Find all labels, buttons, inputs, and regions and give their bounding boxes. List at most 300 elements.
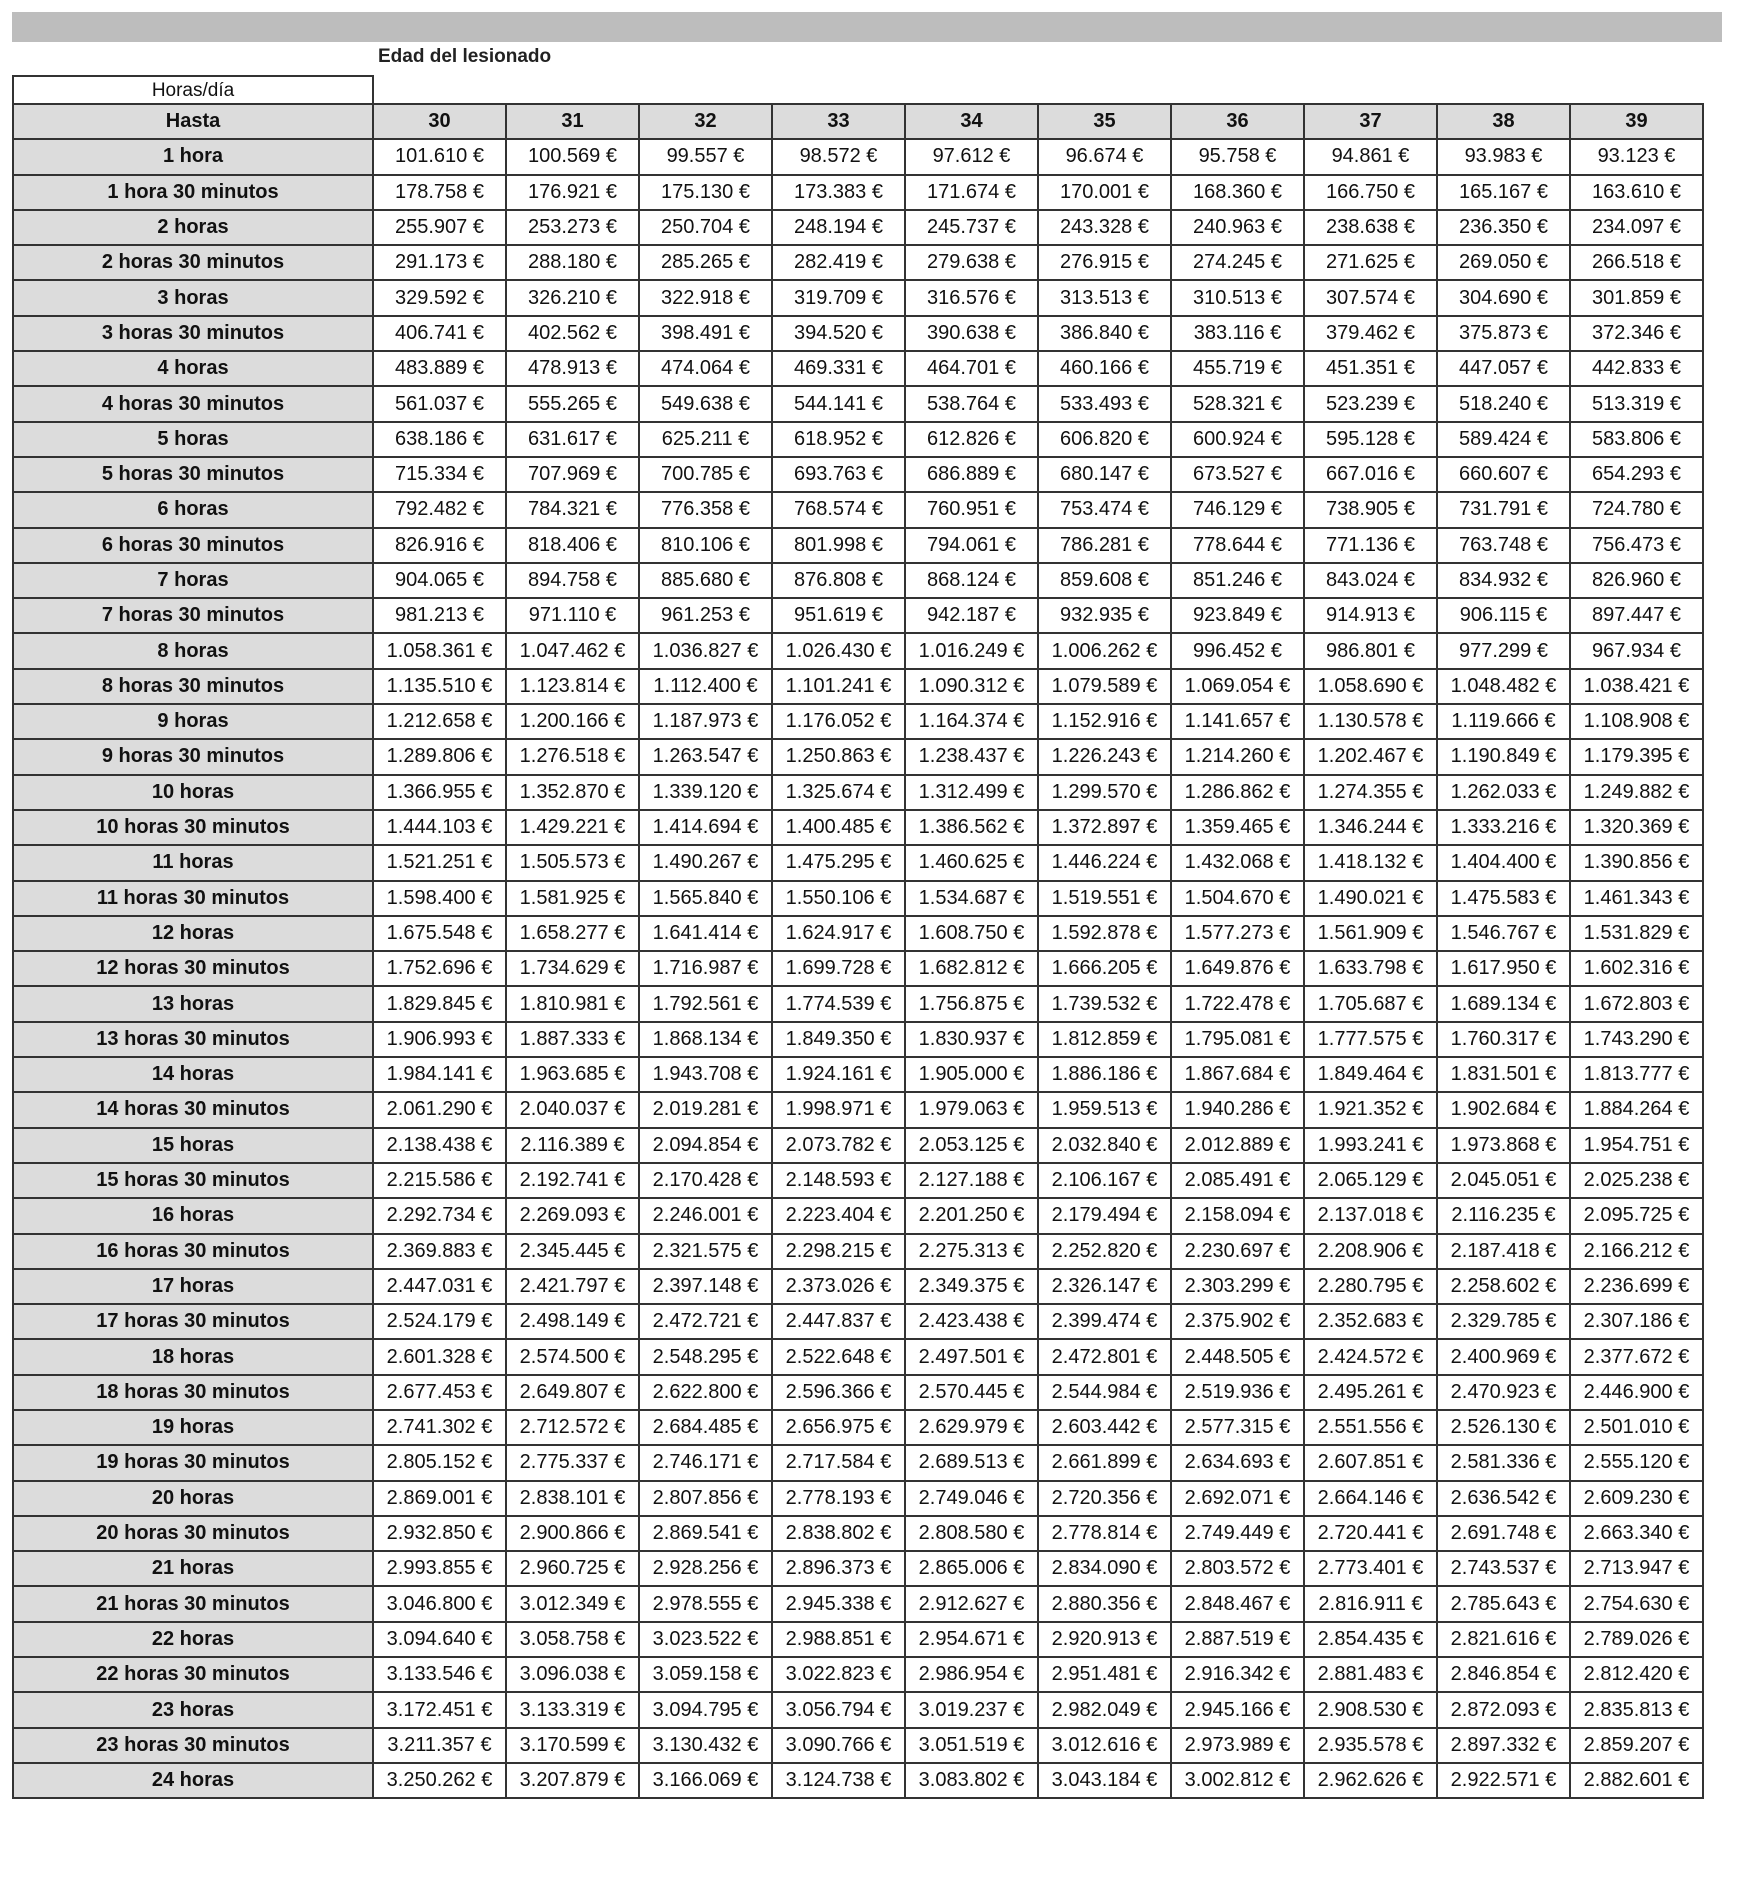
amount-cell: 274.245 € [1171, 245, 1304, 280]
hours-row-label: 21 horas [13, 1551, 373, 1586]
amount-cell: 2.629.979 € [905, 1410, 1038, 1445]
amount-cell: 1.849.350 € [772, 1022, 905, 1057]
amount-cell: 1.490.267 € [639, 845, 772, 880]
table-row [13, 633, 1703, 668]
amount-cell: 3.019.237 € [905, 1692, 1038, 1727]
amount-cell: 2.555.120 € [1570, 1445, 1703, 1480]
amount-cell: 2.601.328 € [373, 1339, 506, 1374]
amount-cell: 1.868.134 € [639, 1022, 772, 1057]
amount-cell: 738.905 € [1304, 492, 1437, 527]
amount-cell: 3.058.758 € [506, 1622, 639, 1657]
amount-cell: 1.581.925 € [506, 881, 639, 916]
amount-cell: 2.307.186 € [1570, 1304, 1703, 1339]
amount-cell: 2.544.984 € [1038, 1375, 1171, 1410]
amount-cell: 1.608.750 € [905, 916, 1038, 951]
amount-cell: 538.764 € [905, 386, 1038, 421]
amount-cell: 555.265 € [506, 386, 639, 421]
amount-cell: 763.748 € [1437, 528, 1570, 563]
amount-cell: 1.238.437 € [905, 739, 1038, 774]
amount-cell: 455.719 € [1171, 351, 1304, 386]
amount-cell: 2.778.193 € [772, 1481, 905, 1516]
amount-cell: 3.002.812 € [1171, 1763, 1304, 1798]
amount-cell: 3.166.069 € [639, 1763, 772, 1798]
hours-row-label: 6 horas 30 minutos [13, 528, 373, 563]
hours-row-label: 3 horas 30 minutos [13, 316, 373, 351]
age-column-header: 30 [373, 104, 506, 139]
amount-cell: 276.915 € [1038, 245, 1171, 280]
amount-cell: 3.056.794 € [772, 1692, 905, 1727]
amount-cell: 2.095.725 € [1570, 1198, 1703, 1233]
amount-cell: 786.281 € [1038, 528, 1171, 563]
amount-cell: 3.133.319 € [506, 1692, 639, 1727]
amount-cell: 2.032.840 € [1038, 1128, 1171, 1163]
amount-cell: 2.447.837 € [772, 1304, 905, 1339]
amount-cell: 826.960 € [1570, 563, 1703, 598]
amount-cell: 2.713.947 € [1570, 1551, 1703, 1586]
amount-cell: 1.212.658 € [373, 704, 506, 739]
amount-cell: 2.960.725 € [506, 1551, 639, 1586]
amount-cell: 1.813.777 € [1570, 1057, 1703, 1092]
amount-cell: 2.223.404 € [772, 1198, 905, 1233]
amount-cell: 398.491 € [639, 316, 772, 351]
table-row [13, 1692, 1703, 1727]
table-row [13, 139, 1703, 174]
amount-cell: 2.916.342 € [1171, 1657, 1304, 1692]
amount-cell: 638.186 € [373, 422, 506, 457]
amount-cell: 693.763 € [772, 457, 905, 492]
amount-cell: 1.176.052 € [772, 704, 905, 739]
amount-cell: 801.998 € [772, 528, 905, 563]
amount-cell: 1.460.625 € [905, 845, 1038, 880]
amount-cell: 2.377.672 € [1570, 1339, 1703, 1374]
amount-cell: 2.137.018 € [1304, 1198, 1437, 1233]
amount-cell: 794.061 € [905, 528, 1038, 563]
amount-cell: 1.689.134 € [1437, 986, 1570, 1021]
amount-cell: 851.246 € [1171, 563, 1304, 598]
amount-cell: 2.684.485 € [639, 1410, 772, 1445]
amount-cell: 2.900.866 € [506, 1516, 639, 1551]
amount-cell: 250.704 € [639, 210, 772, 245]
amount-cell: 2.258.602 € [1437, 1269, 1570, 1304]
amount-cell: 1.504.670 € [1171, 881, 1304, 916]
amount-cell: 2.446.900 € [1570, 1375, 1703, 1410]
hours-row-label: 8 horas 30 minutos [13, 669, 373, 704]
amount-cell: 1.475.295 € [772, 845, 905, 880]
amount-cell: 1.312.499 € [905, 775, 1038, 810]
amount-cell: 1.924.161 € [772, 1057, 905, 1092]
amount-cell: 474.064 € [639, 351, 772, 386]
amount-cell: 1.226.243 € [1038, 739, 1171, 774]
amount-cell: 2.887.519 € [1171, 1622, 1304, 1657]
amount-cell: 2.712.572 € [506, 1410, 639, 1445]
amount-cell: 1.130.578 € [1304, 704, 1437, 739]
amount-cell: 2.920.913 € [1038, 1622, 1171, 1657]
amount-cell: 2.865.006 € [905, 1551, 1038, 1586]
amount-cell: 1.390.856 € [1570, 845, 1703, 880]
amount-cell: 271.625 € [1304, 245, 1437, 280]
amount-cell: 544.141 € [772, 386, 905, 421]
age-column-header: 34 [905, 104, 1038, 139]
amount-cell: 248.194 € [772, 210, 905, 245]
amount-cell: 1.372.897 € [1038, 810, 1171, 845]
amount-cell: 94.861 € [1304, 139, 1437, 174]
amount-cell: 2.935.578 € [1304, 1728, 1437, 1763]
amount-cell: 329.592 € [373, 280, 506, 315]
amount-cell: 1.624.917 € [772, 916, 905, 951]
amount-cell: 3.083.802 € [905, 1763, 1038, 1798]
amount-cell: 1.119.666 € [1437, 704, 1570, 739]
amount-cell: 93.123 € [1570, 139, 1703, 174]
amount-cell: 2.954.671 € [905, 1622, 1038, 1657]
amount-cell: 2.548.295 € [639, 1339, 772, 1374]
amount-cell: 2.720.441 € [1304, 1516, 1437, 1551]
amount-cell: 784.321 € [506, 492, 639, 527]
amount-cell: 1.734.629 € [506, 951, 639, 986]
amount-cell: 1.112.400 € [639, 669, 772, 704]
amount-cell: 2.945.166 € [1171, 1692, 1304, 1727]
amount-cell: 2.812.420 € [1570, 1657, 1703, 1692]
amount-cell: 1.531.829 € [1570, 916, 1703, 951]
table-row [13, 1057, 1703, 1092]
hours-row-label: 12 horas [13, 916, 373, 951]
age-column-header: 37 [1304, 104, 1437, 139]
amount-cell: 1.276.518 € [506, 739, 639, 774]
amount-cell: 1.366.955 € [373, 775, 506, 810]
amount-cell: 1.830.937 € [905, 1022, 1038, 1057]
amount-cell: 1.716.987 € [639, 951, 772, 986]
amount-cell: 3.022.823 € [772, 1657, 905, 1692]
age-column-header: 39 [1570, 104, 1703, 139]
amount-cell: 3.059.158 € [639, 1657, 772, 1692]
amount-cell: 1.123.814 € [506, 669, 639, 704]
amount-cell: 1.026.430 € [772, 633, 905, 668]
amount-cell: 243.328 € [1038, 210, 1171, 245]
top-gray-band [12, 12, 1722, 42]
amount-cell: 2.073.782 € [772, 1128, 905, 1163]
amount-cell: 1.810.981 € [506, 986, 639, 1021]
amount-cell: 1.617.950 € [1437, 951, 1570, 986]
amount-cell: 2.375.902 € [1171, 1304, 1304, 1339]
amount-cell: 1.902.684 € [1437, 1092, 1570, 1127]
amount-cell: 173.383 € [772, 175, 905, 210]
hours-row-label: 17 horas 30 minutos [13, 1304, 373, 1339]
amount-cell: 595.128 € [1304, 422, 1437, 457]
amount-cell: 996.452 € [1171, 633, 1304, 668]
amount-cell: 2.526.130 € [1437, 1410, 1570, 1445]
amount-cell: 165.167 € [1437, 175, 1570, 210]
amount-cell: 2.373.026 € [772, 1269, 905, 1304]
amount-cell: 667.016 € [1304, 457, 1437, 492]
amount-cell: 2.166.212 € [1570, 1234, 1703, 1269]
hours-row-label: 13 horas [13, 986, 373, 1021]
amount-cell: 1.905.000 € [905, 1057, 1038, 1092]
table-row [13, 1339, 1703, 1374]
hasta-header: Hasta [13, 104, 373, 139]
amount-cell: 1.682.812 € [905, 951, 1038, 986]
amount-cell: 1.101.241 € [772, 669, 905, 704]
table-row [13, 1198, 1703, 1233]
amount-cell: 2.945.338 € [772, 1586, 905, 1621]
amount-cell: 1.752.696 € [373, 951, 506, 986]
table-row [13, 1163, 1703, 1198]
amount-cell: 2.570.445 € [905, 1375, 1038, 1410]
hours-row-label: 4 horas [13, 351, 373, 386]
amount-cell: 792.482 € [373, 492, 506, 527]
amount-cell: 2.746.171 € [639, 1445, 772, 1480]
amount-cell: 2.179.494 € [1038, 1198, 1171, 1233]
amount-cell: 442.833 € [1570, 351, 1703, 386]
table-row [13, 175, 1703, 210]
amount-cell: 876.808 € [772, 563, 905, 598]
amount-cell: 3.207.879 € [506, 1763, 639, 1798]
amount-cell: 904.065 € [373, 563, 506, 598]
amount-cell: 2.230.697 € [1171, 1234, 1304, 1269]
amount-cell: 2.854.435 € [1304, 1622, 1437, 1657]
amount-cell: 868.124 € [905, 563, 1038, 598]
hours-row-label: 15 horas [13, 1128, 373, 1163]
amount-cell: 2.880.356 € [1038, 1586, 1171, 1621]
amount-cell: 1.249.882 € [1570, 775, 1703, 810]
amount-cell: 1.973.868 € [1437, 1128, 1570, 1163]
amount-cell: 282.419 € [772, 245, 905, 280]
amount-cell: 279.638 € [905, 245, 1038, 280]
amount-cell: 2.692.071 € [1171, 1481, 1304, 1516]
amount-cell: 715.334 € [373, 457, 506, 492]
hours-row-label: 11 horas [13, 845, 373, 880]
amount-cell: 583.806 € [1570, 422, 1703, 457]
amount-cell: 1.250.863 € [772, 739, 905, 774]
amount-cell: 478.913 € [506, 351, 639, 386]
amount-cell: 460.166 € [1038, 351, 1171, 386]
amount-cell: 673.527 € [1171, 457, 1304, 492]
amount-cell: 660.607 € [1437, 457, 1570, 492]
amount-cell: 2.148.593 € [772, 1163, 905, 1198]
amount-cell: 1.979.063 € [905, 1092, 1038, 1127]
table-row [13, 1269, 1703, 1304]
amount-cell: 1.299.570 € [1038, 775, 1171, 810]
amount-cell: 1.036.827 € [639, 633, 772, 668]
amount-cell: 981.213 € [373, 598, 506, 633]
amount-cell: 1.418.132 € [1304, 845, 1437, 880]
amount-cell: 2.053.125 € [905, 1128, 1038, 1163]
amount-cell: 3.170.599 € [506, 1728, 639, 1763]
amount-cell: 1.108.908 € [1570, 704, 1703, 739]
amount-cell: 1.058.690 € [1304, 669, 1437, 704]
amount-cell: 2.661.899 € [1038, 1445, 1171, 1480]
amount-cell: 386.840 € [1038, 316, 1171, 351]
amount-cell: 469.331 € [772, 351, 905, 386]
amount-cell: 2.720.356 € [1038, 1481, 1171, 1516]
amount-cell: 1.760.317 € [1437, 1022, 1570, 1057]
amount-cell: 1.577.273 € [1171, 916, 1304, 951]
amount-cell: 1.699.728 € [772, 951, 905, 986]
amount-cell: 1.016.249 € [905, 633, 1038, 668]
amount-cell: 2.581.336 € [1437, 1445, 1570, 1480]
amount-cell: 2.400.969 € [1437, 1339, 1570, 1374]
amount-cell: 99.557 € [639, 139, 772, 174]
amount-cell: 1.940.286 € [1171, 1092, 1304, 1127]
amount-cell: 1.954.751 € [1570, 1128, 1703, 1163]
amount-cell: 3.133.546 € [373, 1657, 506, 1692]
amount-cell: 1.829.845 € [373, 986, 506, 1021]
amount-cell: 1.202.467 € [1304, 739, 1437, 774]
amount-cell: 2.603.442 € [1038, 1410, 1171, 1445]
amount-cell: 894.758 € [506, 563, 639, 598]
amount-cell: 2.928.256 € [639, 1551, 772, 1586]
hours-row-label: 11 horas 30 minutos [13, 881, 373, 916]
amount-cell: 1.602.316 € [1570, 951, 1703, 986]
amount-cell: 3.046.800 € [373, 1586, 506, 1621]
amount-cell: 1.884.264 € [1570, 1092, 1703, 1127]
amount-cell: 2.896.373 € [772, 1551, 905, 1586]
amount-cell: 2.421.797 € [506, 1269, 639, 1304]
age-column-header: 32 [639, 104, 772, 139]
table-row [13, 1128, 1703, 1163]
amount-cell: 2.424.572 € [1304, 1339, 1437, 1374]
amount-cell: 1.756.875 € [905, 986, 1038, 1021]
amount-cell: 1.984.141 € [373, 1057, 506, 1092]
amount-cell: 2.208.906 € [1304, 1234, 1437, 1269]
hours-row-label: 9 horas [13, 704, 373, 739]
amount-cell: 1.565.840 € [639, 881, 772, 916]
amount-cell: 2.807.856 € [639, 1481, 772, 1516]
amount-cell: 778.644 € [1171, 528, 1304, 563]
table-row [13, 951, 1703, 986]
amount-cell: 2.326.147 € [1038, 1269, 1171, 1304]
amount-cell: 3.172.451 € [373, 1692, 506, 1727]
amount-cell: 2.399.474 € [1038, 1304, 1171, 1339]
amount-cell: 1.649.876 € [1171, 951, 1304, 986]
hours-row-label: 24 horas [13, 1763, 373, 1798]
amount-cell: 2.821.616 € [1437, 1622, 1570, 1657]
table-row [13, 598, 1703, 633]
amount-cell: 2.882.601 € [1570, 1763, 1703, 1798]
table-row [13, 1516, 1703, 1551]
table-row [13, 1445, 1703, 1480]
table-row [13, 1304, 1703, 1339]
amount-cell: 834.932 € [1437, 563, 1570, 598]
amount-cell: 1.164.374 € [905, 704, 1038, 739]
amount-cell: 2.127.188 € [905, 1163, 1038, 1198]
amount-cell: 2.397.148 € [639, 1269, 772, 1304]
amount-cell: 843.024 € [1304, 563, 1437, 598]
amount-cell: 1.633.798 € [1304, 951, 1437, 986]
amount-cell: 394.520 € [772, 316, 905, 351]
amount-cell: 2.649.807 € [506, 1375, 639, 1410]
amount-cell: 451.351 € [1304, 351, 1437, 386]
amount-cell: 589.424 € [1437, 422, 1570, 457]
amount-cell: 2.292.734 € [373, 1198, 506, 1233]
amount-cell: 2.269.093 € [506, 1198, 639, 1233]
amount-cell: 2.993.855 € [373, 1551, 506, 1586]
hours-row-label: 19 horas [13, 1410, 373, 1445]
amount-cell: 2.778.814 € [1038, 1516, 1171, 1551]
amount-cell: 2.749.449 € [1171, 1516, 1304, 1551]
amount-cell: 2.988.851 € [772, 1622, 905, 1657]
amount-cell: 1.641.414 € [639, 916, 772, 951]
amount-cell: 2.859.207 € [1570, 1728, 1703, 1763]
hours-row-label: 5 horas 30 minutos [13, 457, 373, 492]
amount-cell: 2.951.481 € [1038, 1657, 1171, 1692]
amount-cell: 291.173 € [373, 245, 506, 280]
amount-cell: 1.849.464 € [1304, 1057, 1437, 1092]
amount-cell: 2.574.500 € [506, 1339, 639, 1374]
amount-cell: 1.561.909 € [1304, 916, 1437, 951]
amount-cell: 1.774.539 € [772, 986, 905, 1021]
amount-cell: 166.750 € [1304, 175, 1437, 210]
amount-cell: 818.406 € [506, 528, 639, 563]
amount-cell: 313.513 € [1038, 280, 1171, 315]
hours-row-label: 23 horas 30 minutos [13, 1728, 373, 1763]
table-row [13, 386, 1703, 421]
amount-cell: 2.838.101 € [506, 1481, 639, 1516]
amount-cell: 2.116.235 € [1437, 1198, 1570, 1233]
amount-cell: 707.969 € [506, 457, 639, 492]
amount-cell: 3.043.184 € [1038, 1763, 1171, 1798]
amount-cell: 2.170.428 € [639, 1163, 772, 1198]
compensation-table [12, 103, 1704, 1799]
table-row [13, 1551, 1703, 1586]
amount-cell: 269.050 € [1437, 245, 1570, 280]
amount-cell: 1.705.687 € [1304, 986, 1437, 1021]
hours-row-label: 10 horas [13, 775, 373, 810]
amount-cell: 2.094.854 € [639, 1128, 772, 1163]
amount-cell: 2.834.090 € [1038, 1551, 1171, 1586]
amount-cell: 304.690 € [1437, 280, 1570, 315]
amount-cell: 100.569 € [506, 139, 639, 174]
hours-row-label: 7 horas 30 minutos [13, 598, 373, 633]
table-row [13, 881, 1703, 916]
amount-cell: 3.250.262 € [373, 1763, 506, 1798]
amount-cell: 2.040.037 € [506, 1092, 639, 1127]
amount-cell: 606.820 € [1038, 422, 1171, 457]
amount-cell: 1.795.081 € [1171, 1022, 1304, 1057]
amount-cell: 1.592.878 € [1038, 916, 1171, 951]
amount-cell: 1.886.186 € [1038, 1057, 1171, 1092]
amount-cell: 776.358 € [639, 492, 772, 527]
amount-cell: 2.978.555 € [639, 1586, 772, 1621]
amount-cell: 1.135.510 € [373, 669, 506, 704]
amount-cell: 2.816.911 € [1304, 1586, 1437, 1621]
table-row [13, 280, 1703, 315]
amount-cell: 98.572 € [772, 139, 905, 174]
amount-cell: 375.873 € [1437, 316, 1570, 351]
hours-row-label: 1 hora 30 minutos [13, 175, 373, 210]
amount-cell: 2.932.850 € [373, 1516, 506, 1551]
amount-cell: 175.130 € [639, 175, 772, 210]
amount-cell: 3.124.738 € [772, 1763, 905, 1798]
amount-cell: 1.777.575 € [1304, 1022, 1437, 1057]
amount-cell: 168.360 € [1171, 175, 1304, 210]
amount-cell: 2.773.401 € [1304, 1551, 1437, 1586]
table-row [13, 1092, 1703, 1127]
amount-cell: 301.859 € [1570, 280, 1703, 315]
amount-cell: 2.677.453 € [373, 1375, 506, 1410]
amount-cell: 618.952 € [772, 422, 905, 457]
horas-dia-label: Horas/día [12, 75, 374, 105]
amount-cell: 625.211 € [639, 422, 772, 457]
table-row [13, 457, 1703, 492]
amount-cell: 483.889 € [373, 351, 506, 386]
hours-row-label: 23 horas [13, 1692, 373, 1727]
amount-cell: 2.025.238 € [1570, 1163, 1703, 1198]
amount-cell: 2.609.230 € [1570, 1481, 1703, 1516]
amount-cell: 1.959.513 € [1038, 1092, 1171, 1127]
amount-cell: 3.090.766 € [772, 1728, 905, 1763]
amount-cell: 266.518 € [1570, 245, 1703, 280]
amount-cell: 2.522.648 € [772, 1339, 905, 1374]
hours-row-label: 8 horas [13, 633, 373, 668]
